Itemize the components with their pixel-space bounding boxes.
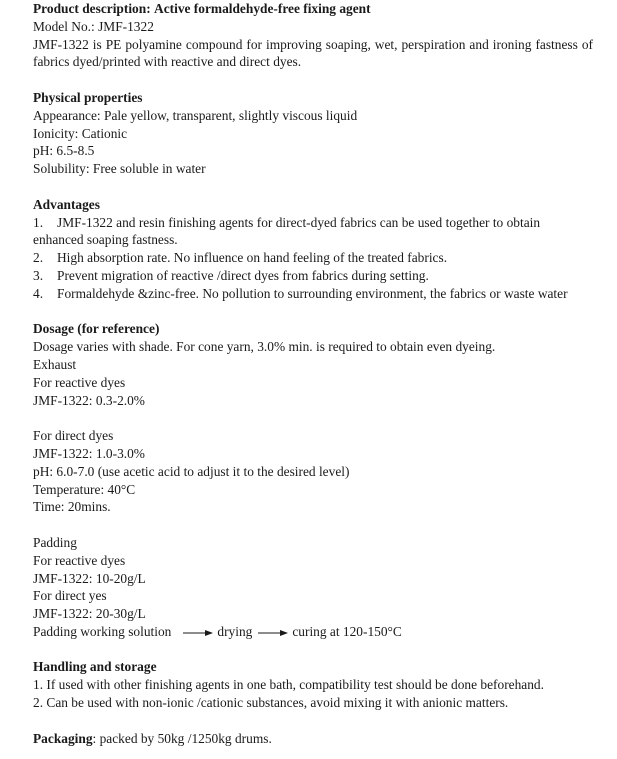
advantage-item-4: [33, 285, 593, 303]
padding-reactive-value: JMF-1322: 10-20g/L: [33, 570, 146, 586]
product-description: JMF-1322 is PE polyamine compound for improving soaping, wet, perspiration and ironing fastness of fabrics dyed/printed with reactive and direct dyes.: [33, 36, 593, 70]
advantage-item-1: [33, 214, 593, 232]
packaging-label: Packaging: [33, 730, 93, 746]
product-title-label: Product description:: [33, 1, 151, 16]
right-arrow-icon: [258, 629, 288, 637]
exhaust-direct-value: JMF-1322: 1.0-3.0%: [33, 445, 145, 461]
exhaust-direct-ph: pH: 6.0-7.0 (use acetic acid to adjust it to the desired level): [33, 463, 350, 479]
packaging-line: [33, 730, 593, 748]
padding-label: Padding: [33, 534, 77, 550]
spacer: [33, 178, 593, 196]
process-step-2: drying: [217, 623, 253, 639]
advantage-text: High absorption rate. No influence on hand feeling of the treated fabrics.: [57, 250, 448, 266]
spacer: [33, 409, 593, 427]
advantage-item-2: [33, 249, 593, 267]
exhaust-time: Time: 20mins.: [33, 499, 111, 515]
product-title-value: Active formaldehyde-free fixing agent: [154, 1, 371, 16]
spacer: [33, 712, 593, 730]
document: [33, 0, 593, 747]
advantage-number: 2.: [33, 250, 44, 266]
exhaust-temperature: Temperature: 40°C: [33, 481, 136, 497]
handling-item-1: 1. If used with other finishing agents in one bath, compatibility test should be done beforehand.: [33, 677, 544, 693]
exhaust-label: Exhaust: [33, 356, 77, 372]
dosage-intro: Dosage varies with shade. For cone yarn, 3.0% min. is required to obtain even dyeing.: [33, 339, 496, 355]
spacer: [33, 641, 593, 659]
advantage-text: Prevent migration of reactive /direct dyes from fabrics during setting.: [57, 267, 429, 283]
model-number: Model No.: JMF-1322: [33, 18, 154, 34]
ph-range: pH: 6.5-8.5: [33, 143, 95, 159]
advantage-text: Formaldehyde &zinc-free. No pollution to surrounding environment, the fabrics or waste water: [57, 285, 568, 301]
spacer: [33, 303, 593, 321]
padding-process: [33, 623, 593, 641]
handling-heading: Handling and storage: [33, 659, 157, 675]
advantage-item-1-continued: enhanced soaping fastness.: [33, 232, 178, 248]
process-step-1: Padding working solution: [33, 623, 172, 639]
advantages-heading: Advantages: [33, 196, 100, 212]
advantage-text: JMF-1322 and resin finishing agents for direct-dyed fabrics can be used together to obtain: [57, 214, 541, 230]
exhaust-reactive-value: JMF-1322: 0.3-2.0%: [33, 392, 145, 408]
ionicity: Ionicity: Cationic: [33, 125, 128, 141]
physical-properties-heading: Physical properties: [33, 89, 143, 105]
padding-direct-value: JMF-1322: 20-30g/L: [33, 606, 146, 622]
solubility: Solubility: Free soluble in water: [33, 161, 206, 177]
spacer: [33, 516, 593, 534]
advantage-number: 3.: [33, 267, 44, 283]
advantage-number: 4.: [33, 285, 44, 301]
appearance: Appearance: Pale yellow, transparent, slightly viscous liquid: [33, 107, 358, 123]
handling-item-2: 2. Can be used with non-ionic /cationic substances, avoid mixing it with anionic matters.: [33, 695, 509, 711]
exhaust-direct-label: For direct dyes: [33, 428, 114, 444]
padding-direct-label: For direct yes: [33, 588, 107, 604]
exhaust-reactive-label: For reactive dyes: [33, 374, 126, 390]
process-step-3: curing at 120-150°C: [292, 623, 402, 639]
packaging-value: : packed by 50kg /1250kg drums.: [92, 730, 272, 746]
advantage-number: 1.: [33, 214, 44, 230]
dosage-heading: Dosage (for reference): [33, 321, 160, 337]
padding-reactive-label: For reactive dyes: [33, 552, 126, 568]
advantage-item-3: [33, 267, 593, 285]
right-arrow-icon: [183, 629, 213, 637]
product-title-line: [33, 0, 593, 18]
spacer: [33, 71, 593, 89]
